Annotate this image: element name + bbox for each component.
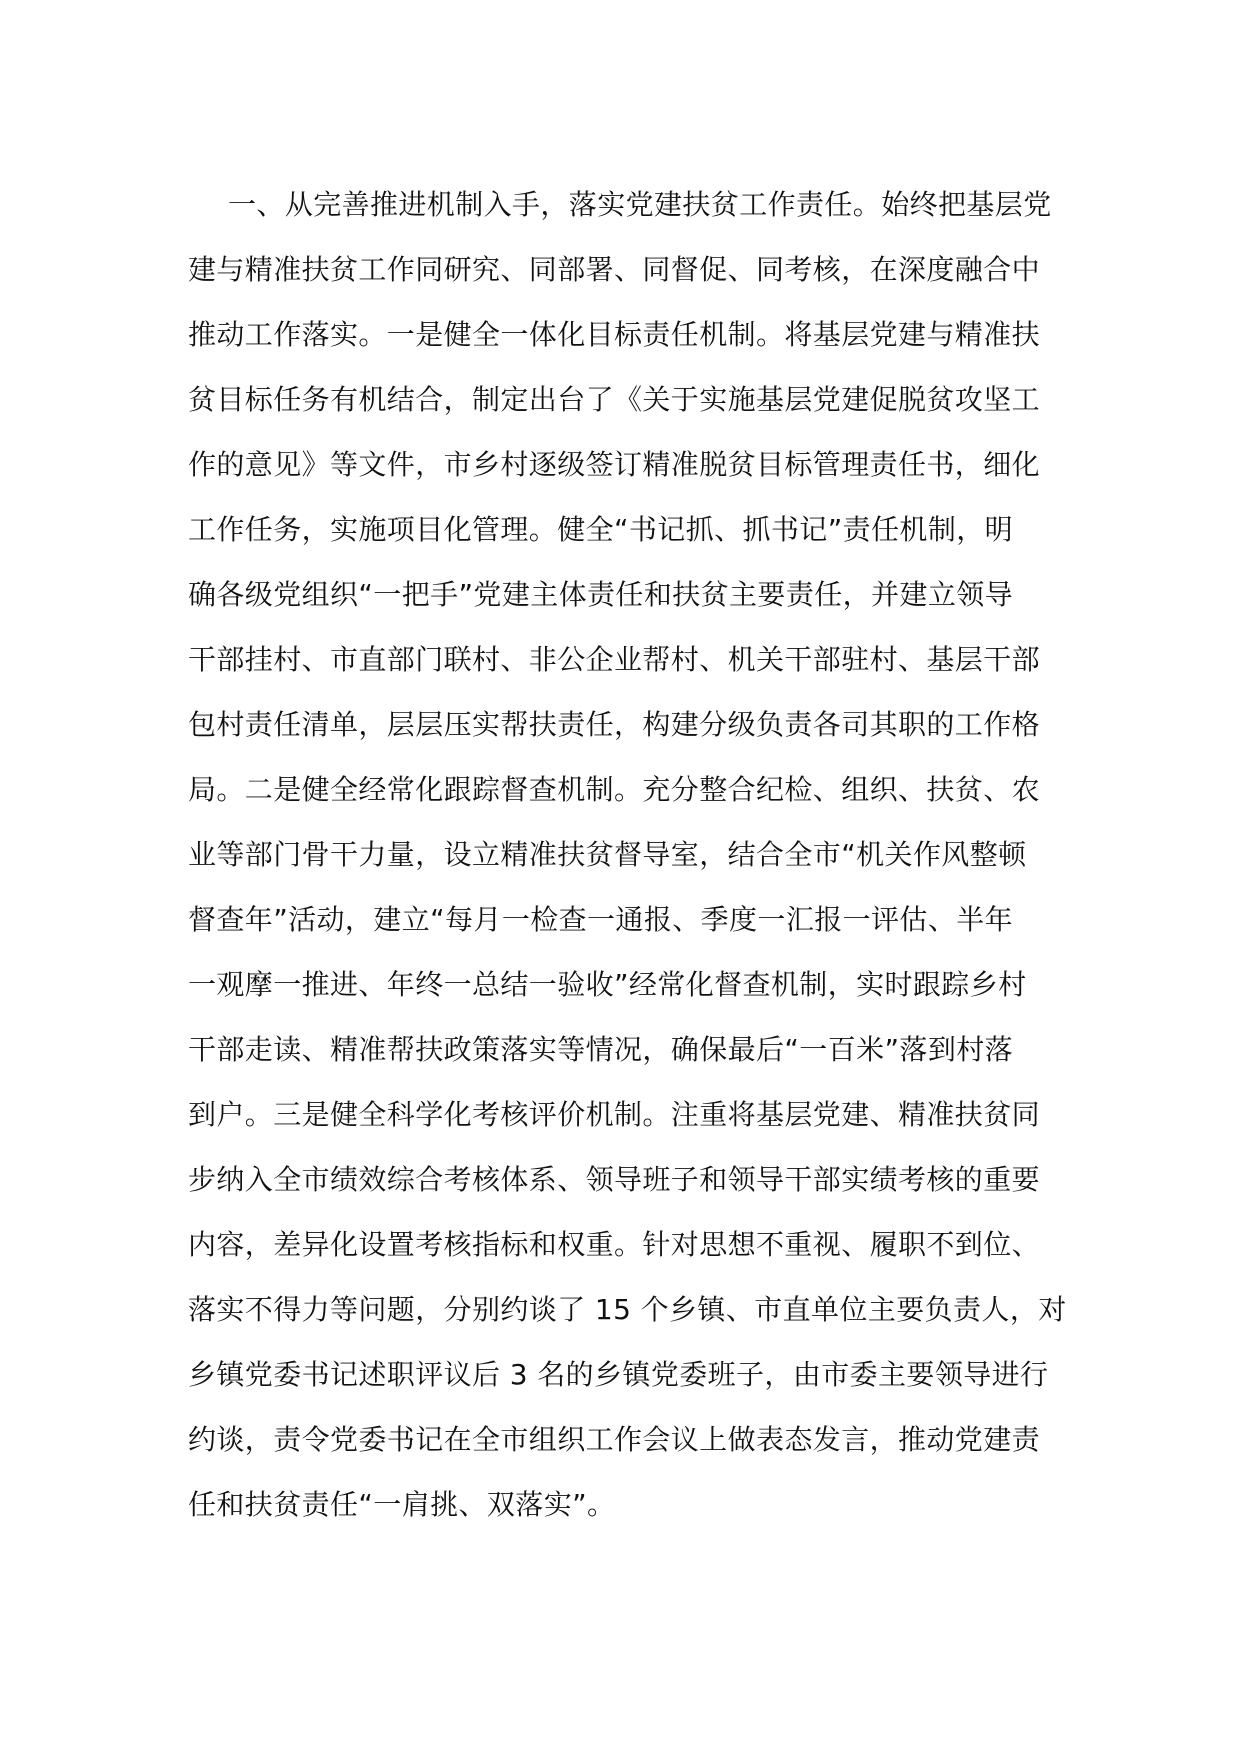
paragraph-line: 约谈，责令党委书记在全市组织工作会议上做表态发言，推动党建责 xyxy=(188,1423,1041,1456)
paragraph-line: 干部走读、精准帮扶政策落实等情况，确保最后“一百米”落到村落 xyxy=(188,1033,1014,1066)
paragraph-line: 推动工作落实。一是健全一体化目标责任机制。将基层党建与精准扶 xyxy=(188,318,1041,351)
paragraph-line: 局。二是健全经常化跟踪督查机制。充分整合纪检、组织、扶贫、农 xyxy=(188,773,1041,806)
paragraph-line: 督查年”活动，建立“每月一检查一通报、季度一汇报一评估、半年 xyxy=(188,903,1014,936)
paragraph-line: 任和扶贫责任“一肩挑、双落实”。 xyxy=(188,1488,616,1521)
paragraph-line: 建与精准扶贫工作同研究、同部署、同督促、同考核，在深度融合中 xyxy=(188,253,1041,286)
paragraph-line: 步纳入全市绩效综合考核体系、领导班子和领导干部实绩考核的重要 xyxy=(188,1163,1041,1196)
paragraph-line: 贫目标任务有机结合，制定出台了《关于实施基层党建促脱贫攻坚工 xyxy=(188,383,1041,416)
paragraph-line: 作的意见》等文件，市乡村逐级签订精准脱贫目标管理责任书，细化 xyxy=(188,448,1041,481)
paragraph-line: 到户。三是健全科学化考核评价机制。注重将基层党建、精准扶贫同 xyxy=(188,1098,1041,1131)
paragraph-line: 工作任务，实施项目化管理。健全“书记抓、抓书记”责任机制，明 xyxy=(188,513,1014,546)
paragraph-line: 包村责任清单，层层压实帮扶责任，构建分级负责各司其职的工作格 xyxy=(188,708,1041,741)
paragraph-line: 一观摩一推进、年终一总结一验收”经常化督查机制，实时跟踪乡村 xyxy=(188,968,1027,1001)
body-paragraph xyxy=(188,172,1068,1537)
paragraph-line: 确各级党组织“一把手”党建主体责任和扶贫主要责任，并建立领导 xyxy=(188,578,1014,611)
paragraph-line: 干部挂村、市直部门联村、非公企业帮村、机关干部驻村、基层干部 xyxy=(188,643,1041,676)
paragraph-line: 内容，差异化设置考核指标和权重。针对思想不重视、履职不到位、 xyxy=(188,1228,1041,1261)
paragraph-line: 业等部门骨干力量，设立精准扶贫督导室，结合全市“机关作风整顿 xyxy=(188,838,1027,871)
paragraph-line: 落实不得力等问题，分别约谈了 15 个乡镇、市直单位主要负责人，对 xyxy=(188,1293,1067,1326)
paragraph-line: 乡镇党委书记述职评议后 3 名的乡镇党委班子，由市委主要领导进行 xyxy=(188,1358,1049,1391)
paragraph-line: 一、从完善推进机制入手，落实党建扶贫工作责任。始终把基层党 xyxy=(228,188,1052,221)
